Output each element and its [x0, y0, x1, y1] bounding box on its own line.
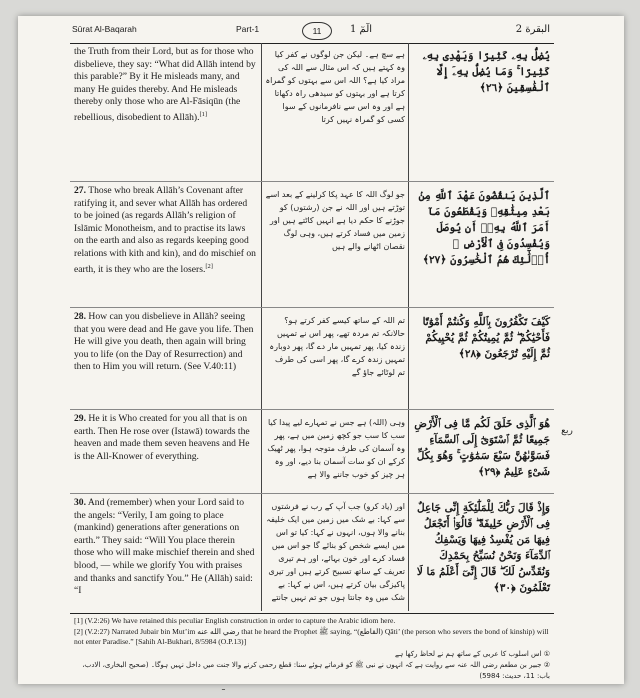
verse-number: 28. — [74, 311, 86, 322]
verse-divider — [70, 307, 554, 308]
book-page — [18, 16, 624, 684]
english-text-v30: 30. And (remember) when your Lord said to the angels: “Verily, I am going to place (mankind) generations after generations on earth.” They said: “Will You place therein those who will make mischief therein and shed blood, — while we glorify You with praises and thanks and sanctify You.” He (Allāh) said: “I — [74, 497, 255, 597]
verse-number: 30. — [74, 497, 86, 508]
verse-divider — [70, 181, 554, 182]
page-number: 11 — [302, 22, 332, 40]
arabic-part-label: الٓمٓ 1 — [350, 24, 373, 35]
page-header — [18, 22, 624, 40]
verse-number: 27. — [74, 185, 86, 196]
urdu-text-v29: وہی (اللہ) ہے جس نے تمہارے لیے پیدا کیا سب کا سب جو کچھ زمین میں ہے، پھر وہ آسمان کی طرف متوجہ ہوا، پھر ٹھیک کرکے ان کو سات آسمان بنا دیے، اور وہ ہر چیز کو خوب جاننے والا ہے — [267, 418, 405, 479]
footnote-1: [1] (V.2:26) We have retained this peculiar English construction in order to capture the Arabic idiom here. — [74, 616, 396, 625]
arabic-text-v28: كَيْفَ تَكْفُرُونَ بِٱللَّهِ وَكُنتُمْ أَمْوَٰتًا فَأَحْيَٰكُمْ ۖ ثُمَّ يُمِيتُكُمْ ثُمَّ يُحْيِيكُمْ ثُمَّ إِلَيْهِ تُرْجَعُونَ ﴿٢٨﴾ — [422, 316, 550, 360]
english-text-v26: the Truth from their Lord, but as for those who disbelieve, they say: “What did Allāh intend by this parable?” By it He misleads many, and many He guides thereby. And He misleads thereby only those who are Al-Fāsiqūn (the rebellious, disobedient to Allāh).[1] — [74, 46, 256, 124]
urdu-footnote-2: ② جبیر بن مطعم رضی اللہ عنہ سے روایت ہے کہ انہوں نے نبی ﷺ کو فرماتے ہوئے سنا: قطع رحمی کرنے والا جنت میں داخل نہیں ہوگا۔ (صحیح البخاری، الادب، باب: 11، حدیث: 5984) — [82, 661, 550, 680]
stray-mark: ـ — [222, 682, 225, 693]
verse-number: 29. — [74, 413, 86, 424]
footnote-2: [2] (V.2:27) Narrated Jubair bin Mut’im رضي الله عنه that he heard the Prophet ﷺ saying, “(القاطع) Qāti’ (the person who severs the bond of kinship) will not enter Paradise.” [Sahih Al-Bukhari, 8/5984 (O.P.13)] — [74, 627, 549, 646]
column-divider-right — [408, 43, 409, 611]
part-label: Part-1 — [236, 24, 260, 34]
english-text-v29: 29. He it is Who created for you all that is on earth. Then He rose over (Istawā) towards the heaven and made them seven heavens and He is the All-Knower of everything. — [74, 413, 250, 462]
urdu-text-v30: اور (یاد کرو) جب آپ کے رب نے فرشتوں سے کہا: بے شک میں زمین میں ایک خلیفہ بنانے والا ہوں، انہوں نے کہا: کیا تو اس میں ایسے شخص کو بنائے گا جو اس میں فساد کرے اور خون بہائے، اور ہم تیری تعریف کے ساتھ تسبیح کرتے ہیں اور تیری پاکیزگی بیان کرتے ہیں، اس نے کہا: بے شک میں وہ جانتا ہوں جو تم نہیں جانتے — [266, 502, 405, 602]
arabic-surah-title: البقرة 2 — [515, 24, 550, 35]
verse-divider — [70, 493, 554, 494]
verse-divider — [70, 409, 554, 410]
arabic-text-v27: ٱلَّذِينَ يَنقُضُونَ عَهْدَ ٱللَّهِ مِنۢ بَعْدِ مِيثَٰقِهِۦ وَيَقْطَعُونَ مَآ أَمَرَ ٱللَّهُ بِهِۦٓ أَن يُوصَلَ وَيُفْسِدُونَ فِى ٱلْأَرْضِ ۚ أُو۟لَٰٓئِكَ هُمُ ٱلْخَٰسِرُونَ ﴿٢٧﴾ — [418, 190, 550, 266]
urdu-text-v27: جو لوگ اللہ کا عہد پکا کرلینے کے بعد اسے توڑتے ہیں اور اللہ نے جن (رشتوں) کو جوڑنے کا حکم دیا ہے انہیں کاٹتے ہیں اور زمین میں فساد کرتے ہیں، وہی لوگ نقصان اٹھانے والے ہیں — [265, 190, 405, 251]
footnote-ref: [1] — [199, 110, 208, 118]
surah-title: Sūrat Al-Baqarah — [72, 24, 137, 34]
footnote-ref: [2] — [205, 262, 213, 270]
urdu-footnote-1: ① اس اسلوب کا عربی کے ساتھ ہم نے لحاظ رکھا ہے — [394, 650, 550, 658]
header-rule — [70, 43, 554, 44]
arabic-text-v26: يُضِلُّ بِهِۦ كَثِيرًا وَيَهْدِى بِهِۦ كَثِيرًا ۚ وَمَا يُضِلُّ بِهِۦٓ إِلَّا ٱلْفَٰسِقِينَ ﴿٢٦﴾ — [422, 50, 550, 94]
footnote-rule — [70, 613, 554, 614]
urdu-text-v28: تم اللہ کے ساتھ کیسے کفر کرتے ہو؟ حالانکہ تم مردہ تھے، پھر اس نے تمہیں زندہ کیا، پھر تمہیں مار دے گا، پھر دوبارہ تمہیں زندہ کرے گا، پھر اسی کی طرف تم لوٹائے جاؤ گے — [269, 316, 405, 377]
arabic-text-v29: هُوَ ٱلَّذِى خَلَقَ لَكُم مَّا فِى ٱلْأَرْضِ جَمِيعًا ثُمَّ ٱسْتَوَىٰٓ إِلَى ٱلسَّمَآءِ فَسَوَّىٰهُنَّ سَبْعَ سَمَٰوَٰتٍ ۚ وَهُوَ بِكُلِّ شَىْءٍ عَلِيمٌ ﴿٢٩﴾ — [414, 418, 550, 478]
arabic-text-v30: وَإِذْ قَالَ رَبُّكَ لِلْمَلَٰٓئِكَةِ إِنِّى جَاعِلٌ فِى ٱلْأَرْضِ خَلِيفَةً ۖ قَالُوٓا۟ أَتَجْعَلُ فِيهَا مَن يُفْسِدُ فِيهَا وَيَسْفِكُ ٱلدِّمَآءَ وَنَحْنُ نُسَبِّحُ بِحَمْدِكَ وَنُقَدِّسُ لَكَ ۖ قَالَ إِنِّىٓ أَعْلَمُ مَا لَا تَعْلَمُونَ ﴿٣٠﴾ — [416, 502, 550, 594]
urdu-text-v26: ہے سچ ہے۔ لیکن جن لوگوں نے کفر کیا وہ کہتے ہیں کہ اس مثال سے اللہ کی مراد کیا ہے؟ اللہ اس سے بہتوں کو گمراہ کرتا ہے اور بہتوں کو سیدھی راہ دکھاتا ہے اور وہ اس سے نافرمانوں کے سوا کسی کو گمراہ نہیں کرتا — [265, 50, 405, 124]
english-text-v27: 27. Those who break Allāh’s Covenant after ratifying it, and sever what Allāh has ordered to be joined (as regards Allāh’s religion of Islāmic Monotheism, and to practise its laws on the earth and also as regards keeping good relations with kith and kin), and do mischief on earth, it is they who are the losers.[2] — [74, 185, 256, 275]
rub-marker: ربع — [561, 426, 573, 436]
english-text-v28: 28. How can you disbelieve in Allāh? seeing that you were dead and He gave you life. Then He will give you death, then again will bring you to life (on the Day of Resurrection) and then to Him you will return. (See V.40:11) — [74, 311, 254, 373]
column-divider-left — [261, 43, 262, 611]
